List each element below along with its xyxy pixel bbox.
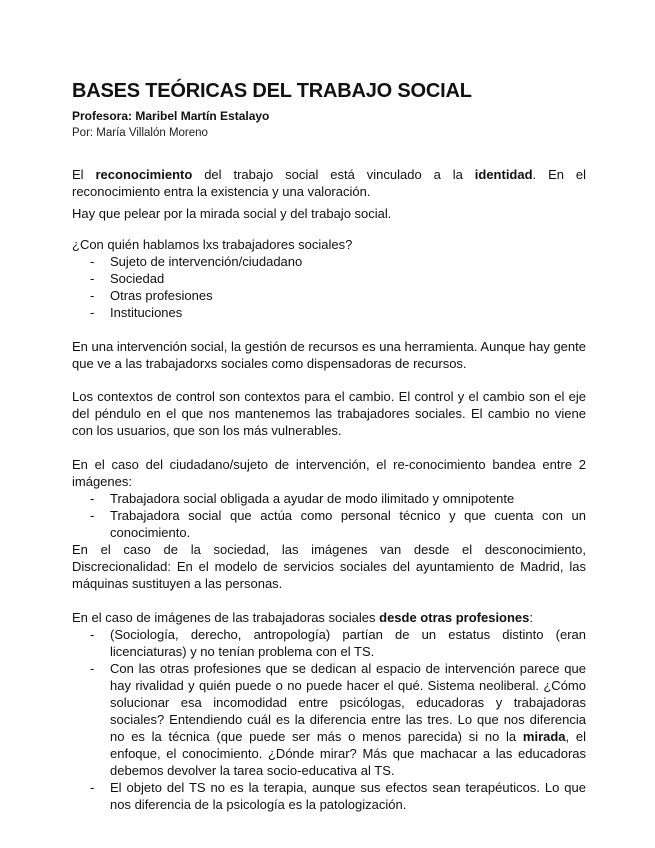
- professor-line: Profesora: Maribel Martín Estalayo: [72, 109, 270, 123]
- list-item: - Otras profesiones: [90, 288, 213, 303]
- paragraph-ciudadano: En el caso del ciudadano/sujeto de intervención, el re-conocimiento bandea entre 2 imágenes:: [72, 457, 586, 489]
- list-item: - Sociedad: [90, 271, 165, 286]
- list-imagenes-ciudadano: [72, 490, 586, 541]
- bold-mirada: mirada: [522, 729, 566, 744]
- paragraph-sociedad: En el caso de la sociedad, las imágenes van desde el desconocimiento, Discrecionalidad: En el modelo de servicios sociales del ayuntamiento de Madrid, las máquinas sustituyen a las personas.: [72, 542, 586, 591]
- paragraph-reconocimiento: El reconocimiento del trabajo social está vinculado a la identidad. En el reconocimiento entra la existencia y una valoración.: [72, 167, 587, 199]
- question-con-quien: ¿Con quién hablamos lxs trabajadores sociales?: [72, 237, 353, 252]
- document-page: [72, 78, 586, 813]
- list-item: - Sujeto de intervención/ciudadano: [90, 254, 303, 269]
- list-item: - Con las otras profesiones que se dedican al espacio de intervención parece que hay rivalidad y quién puede o no puede hacer el qué. Sistema neoliberal. ¿Cómo solucionar esa incomodidad entre psicólogas, educadoras y trabajadoras sociales? Entendiendo cuál es la diferencia entre las tres. Lo que nos diferencia no es la técnica (que puede ser más o menos parecida) si no la mirada, el enfoque, el conocimiento. ¿Dónde mirar? Más que machacar a las educadoras debemos devolver la tarea socio-educativa al TS.: [90, 661, 587, 778]
- bold-identidad: identidad: [474, 167, 533, 182]
- list-item: - Trabajadora social obligada a ayudar de modo ilimitado y omnipotente: [90, 491, 515, 506]
- document-title: BASES TEÓRICAS DEL TRABAJO SOCIAL: [72, 80, 472, 102]
- bold-desde-otras-profesiones: desde otras profesiones: [379, 610, 530, 625]
- paragraph-recursos: En una intervención social, la gestión de recursos es una herramienta. Aunque hay gente que ve a las trabajadorxs sociales como dispensadoras de recursos.: [72, 339, 586, 371]
- list-item: - Trabajadora social que actúa como personal técnico y que cuenta con un conocimiento.: [90, 508, 586, 540]
- list-otras-profesiones: [72, 626, 586, 813]
- list-item: - (Sociología, derecho, antropología) partían de un estatus distinto (eran licenciaturas) y no tenían problema con el TS.: [90, 627, 586, 659]
- paragraph-mirada: Hay que pelear por la mirada social y del trabajo social.: [72, 206, 392, 221]
- paragraph-otras-profesiones: En el caso de imágenes de las trabajadoras sociales desde otras profesiones:: [72, 610, 534, 625]
- paragraph-control: Los contextos de control son contextos para el cambio. El control y el cambio son el eje del péndulo en el que nos mantenemos las trabajadores sociales. El cambio no viene con los usuarios, que son los más vulnerables.: [72, 389, 586, 438]
- bold-reconocimiento: reconocimiento: [95, 167, 193, 182]
- author-line: Por: María Villalón Moreno: [72, 127, 208, 139]
- list-item: - El objeto del TS no es la terapia, aunque sus efectos sean terapéuticos. Lo que nos diferencia de la psicología es la patologización.: [90, 780, 586, 812]
- list-interlocutors: [72, 253, 586, 321]
- list-item: - Instituciones: [90, 305, 183, 320]
